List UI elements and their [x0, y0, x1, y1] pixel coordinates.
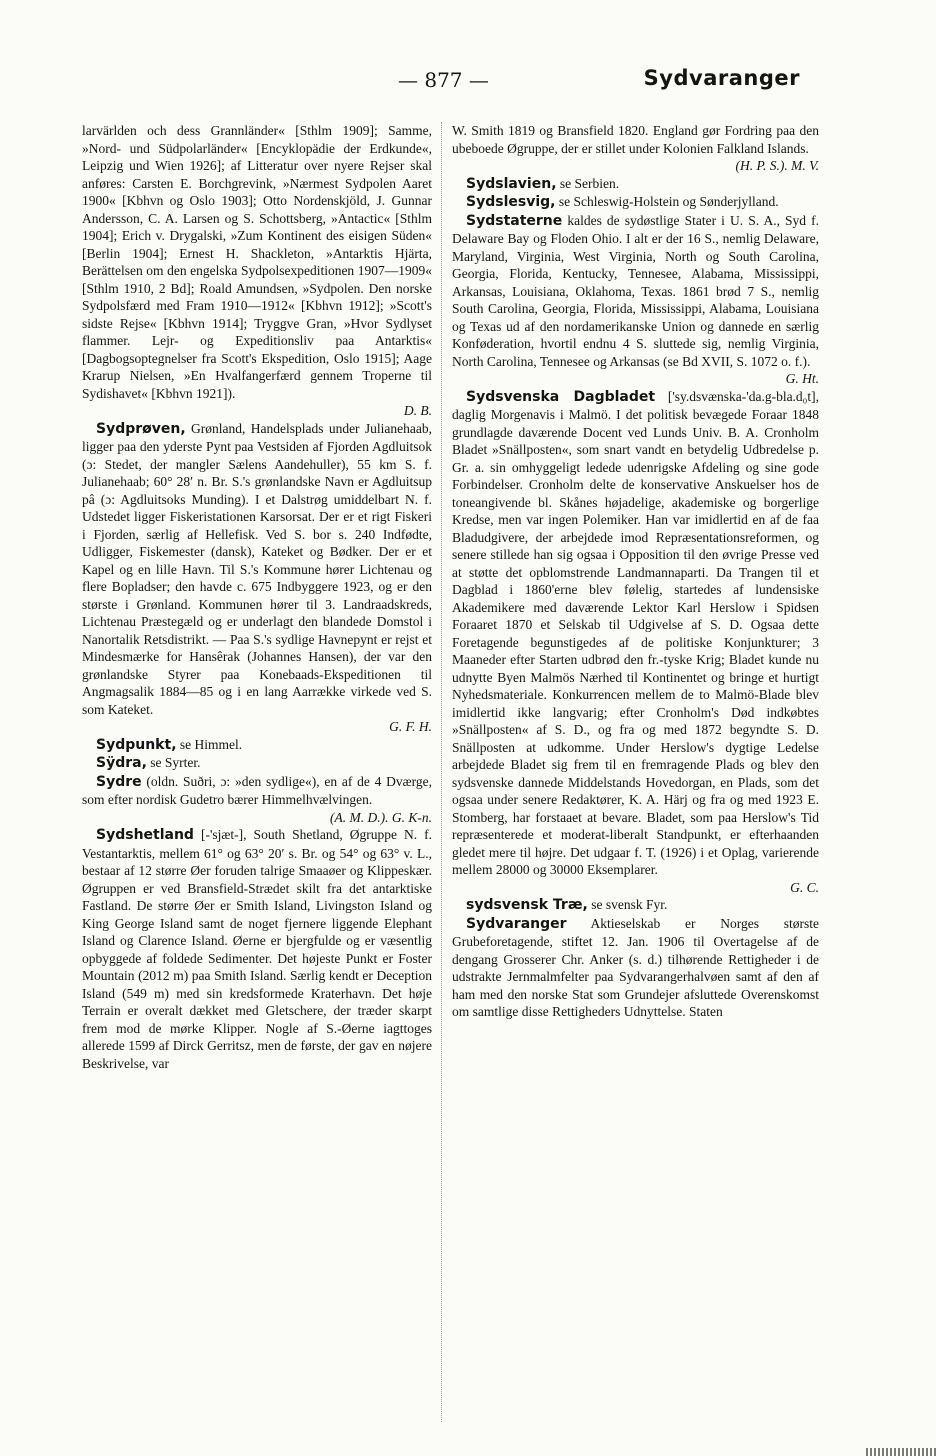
entry-headword: Sydslesvig, [466, 194, 556, 210]
entry-headword: Sydvaranger [466, 915, 567, 932]
entry-sydre [82, 773, 432, 827]
entry-signature: G. F. H. [389, 719, 432, 734]
entry-sydproven [82, 420, 432, 736]
entry-headword: Sydsvenska Dagbladet [466, 388, 656, 405]
page-number: — 877 — [398, 68, 489, 92]
entry-text: (oldn. Suðri, ɔ: »den sydlige«), en af de 4 Dværge, som efter nordisk Gudetro bærer Himmelhvælvingen. [82, 773, 432, 807]
entry-sydvaranger [452, 915, 819, 1021]
entry-text: ['sy.dsvænska-'da.g-bla.d₀t], daglig Morgenavis i Malmö. I det politisk bevægede Foraar 1848 grundlagde daværende Docent ved Lunds Univ. B. A. Cronholm Bladet »Snällposten«, som snart vandt en betydelig Udbredelse p. Gr. a. sin omhyggeligt ledede udenrigske Afdeling og sine gode Forbindelser. Cronholm delte de konservative Anskuelser hos de toneangivende bl. Skånes højadelige, akademiske og borgerlige Kredse, men var ingen Polemiker. Han var imidlertid en af de faa Bladudgivere, der arbejdede imod Repræsentationsreformen, og senere stillede han sig ogsaa i Opposition til den øvrige Presse ved at støtte det opblomstrende Landmannaparti. Da Trangen til et Dagblad i 1860'erne blev følelig, startedes af lundensiske Akademikere med daværende Lektor Karl Herslow i Spidsen Foraaret 1870 et Selskab til Udgivelse af S. D. Ogsaa dette Foretagende begunstigedes af de politiske Konjunkturer; 3 Maaneder efter Starten udbrød den fr.-tyske Krig; Bladet kunde nu udnytte Byen Malmös Nærhed til Kontinentet og bringe et hurtigt Nyhedsmateriale. Konkurrencen mellem de to Malmö-Blade blev imidlertid ikke langvarig; efter Cronholm's Død indkøbtes »Snällposten« af S. D., og fra og med 1872 begyndte S. D. Snällposten at udkomme. Under Herslow's dygtige Ledelse arbejdede Bladet sig frem til en fremragende Plads og blev den sydsvenske dannede Middelstands Hovedorgan, en Plads, som det ogsaa under senere Redaktører, K. A. Härj og fra og med 1923 E. Stomberg, har forstaaet at bevare. Bladet, som paa Herslow's Tid repræsenterede et moderat-liberalt Standpunkt, er efterhaanden gledet mere til højre. Det udgaar f. T. (1926) i et Oplag, varierende mellem 28000 og 30000 Eksemplarer. [452, 388, 819, 877]
entry-signature: (H. P. S.). M. V. [735, 158, 819, 173]
entry-text: larvärlden och dess Grannländer« [Sthlm 1909]; Samme, »Nord- und Südpolarländer« [Encyklopädie der Erdkunde«, Leipzig und Wien 1926]; af Litteratur over nyere Rejser skal anføres: Carsten E. Borchgrevink, »Nærmest Sydpolen Aaret 1900« [Kbhvn og Oslo 1903]; Otto Nordenskjöld, J. Gunnar Andersson, C. A. Larsen og S. Schottsberg, »Antactic« [Sthlm 1904]; Erich v. Drygalski, »Zum Kontinent des eisigen Süden« [Berlin 1904]; Ernest H. Shackleton, »Antarktis Hjärta, Berättelsen om den engelska Sydpolsexpeditionen 1907—1909« [Sthlm 1910, 2 Bd]; Roald Amundsen, »Sydpolen. Den norske Sydpolsfærd med Fram 1910—1912« [Kbhvn 1912]; »Scott's sidste Rejse« [Kbhvn 1914]; Tryggve Gran, »Hvor Sydlyset flammer. Lejr- og Expeditionsliv paa Antarktis« [Dagbogsoptegnelser fra Scott's Ekspedition, Oslo 1915]; Aage Krarup Nielsen, »En Hvalfangerfærd gennem Troperne til Sydishavet« [Kbhvn 1921]). [82, 123, 432, 401]
left-column [82, 122, 432, 1427]
entry-headword: Sydre [96, 773, 142, 790]
entry-headword: Sydshetland [96, 827, 194, 843]
entry-text: se Schleswig-Holstein og Sønderjylland. [558, 194, 779, 209]
entry-text: [-'sjæt-], South Shetland, Øgruppe N. f. Vestantarktis, mellem 61° og 63° 20′ s. Br. og 54° og 63° v. L., bestaar af 12 større Øer foruden talrige Smaaøer og Klippeskær. Øgruppen er ved Bransfield-Strædet skilt fra det antarktiske Fastland. De større Øer er Smith Island, Livingston Island og King George Island samt de noget fjernere liggende Elephant Island og Clarence Island. Øerne er bjergfulde og er væsentlig opbyggede af foldede Sedimenter. Det højeste Punkt er Foster Mountain (2012 m) paa Smith Island. Særlig kendt er Deception Island (549 m) med sin kredsformede Kraterhavn. Det høje Terrain er overalt dækket med Gletschere, der træder skarpt frem mod de mørke Klipper. Nogle af S.-Øerne iagttoges allerede 1599 af Dirck Gerritsz, men de første, der gav en nøjere Beskrivelse, var [82, 827, 432, 1071]
entry-text: se svensk Fyr. [591, 897, 668, 912]
entry-text: W. Smith 1819 og Bransfield 1820. England gør Fordring paa den ubeboede Øgruppe, der er stillet under Kolonien Falkland Islands. [452, 123, 819, 156]
entry-headword: Sÿdra, [96, 755, 147, 771]
entry-sydslesvig [452, 193, 819, 212]
entry-sydra [82, 754, 432, 773]
entry-headword: Sydslavien, [466, 175, 557, 192]
entry-signature: (A. M. D.). G. K-n. [330, 809, 432, 825]
entry-sydstaterne [452, 212, 819, 388]
entry-continuation [452, 122, 819, 175]
entry-text: se Himmel. [179, 736, 243, 752]
entry-sydsvenska-dagbladet [452, 388, 819, 897]
entry-text: kaldes de sydøstlige Stater i U. S. A., Syd f. Delaware Bay og Floden Ohio. I alt er der 16 S., nemlig Delaware, Maryland, Virginia, West Virginia, North og South Carolina, Georgia, Florida, Kentucky, Tennesee, Alabama, Mississippi, Arkansas, Louisiana, Oklahoma, Texas. 1861 brød 7 S., nemlig South Carolina, Georgia, Florida, Mississippi, Alabama, Louisiana og Texas ud af den nordamerikanske Union og dannede en særlig Konføderation, hvortil endnu 4 S. sluttede sig, nemlig Virginia, North Carolina, Tennesee og Arkansas (se Bd XVII, S. 1072 o. f.). [452, 212, 819, 369]
entry-text: Aktieselskab er Norges største Grubeforetagende, stiftet 12. Jan. 1906 til Overtagelse af de dengang Grosserer Chr. Anker (s. d.) tilhørende Rettigheder i de udstrakte Jernmalmfelter paa Sydvarangerhalvøen samt af den af ham med den norske Stat som Grundejer afsluttede Overenskomst om samtlige disse Rettigheders Udnyttelse. Staten [452, 915, 819, 1019]
entry-text: se Syrter. [150, 755, 201, 770]
entry-headword: sydsvensk Træ, [466, 897, 588, 913]
entry-sydpunkt [82, 736, 432, 755]
entry-sydsvensk-trae [452, 896, 819, 915]
page-header [0, 68, 936, 98]
entry-text: se Serbien. [559, 175, 620, 191]
column-divider [441, 122, 442, 1422]
entry-signature: G. C. [790, 879, 819, 895]
entry-sydslavien [452, 175, 819, 194]
entry-continuation [82, 122, 432, 420]
right-column [452, 122, 819, 1427]
entry-signature: G. Ht. [785, 371, 819, 386]
entry-headword: Sydprøven, [96, 420, 186, 437]
entry-headword: Sydstaterne [466, 212, 563, 229]
entry-signature: D. B. [403, 403, 432, 418]
running-head: Sydvaranger [643, 66, 800, 90]
scan-edge-mark [866, 1448, 936, 1456]
entry-headword: Sydpunkt, [96, 736, 177, 753]
entry-text: Grønland, Handelsplads under Julianehaab, ligger paa den yderste Pynt paa Vestsiden af Fjorden Agdluitsok (ɔ: Stedet, der mangler Sælens Aandehuller), 55 km S. f. Julianehaab; 60° 28′ n. Br. S.'s grønlandske Navn er Agdluitsup pâ (ɔ: Agdluitsoks Munding). I et Dalstrøg umiddelbart N. f. Udstedet ligger Fiskeristationen Karsorsat. Der er et rigt Fiskeri i Fjorden, særlig af Hellefisk. Ved S. bor s. 240 Indfødte, Udligger, Fiskemester (dansk), Kateket og Bødker. Der er et Kapel og en lille Havn. Til S.'s Kommune hører Lichtenau og flere Bopladser; den havde c. 675 Indbyggere 1923, og er den største i Grønland. Kommunen hører til 3. Landraadskreds, Lichtenau Præstegæld og er underlagt den blandede Domstol i Nanortalik Retsdistrikt. — Paa S.'s sydlige Havnepynt er rejst et Mindesmærke for Hansêrak (Johannes Hansen), der var den grønlandske Styrer paa Konebaads-Ekspeditionen til Angmagsalik 1884—85 og i en lang Aarrække virkede ved S. som Kateket. [82, 420, 432, 717]
entry-sydshetland [82, 826, 432, 1072]
